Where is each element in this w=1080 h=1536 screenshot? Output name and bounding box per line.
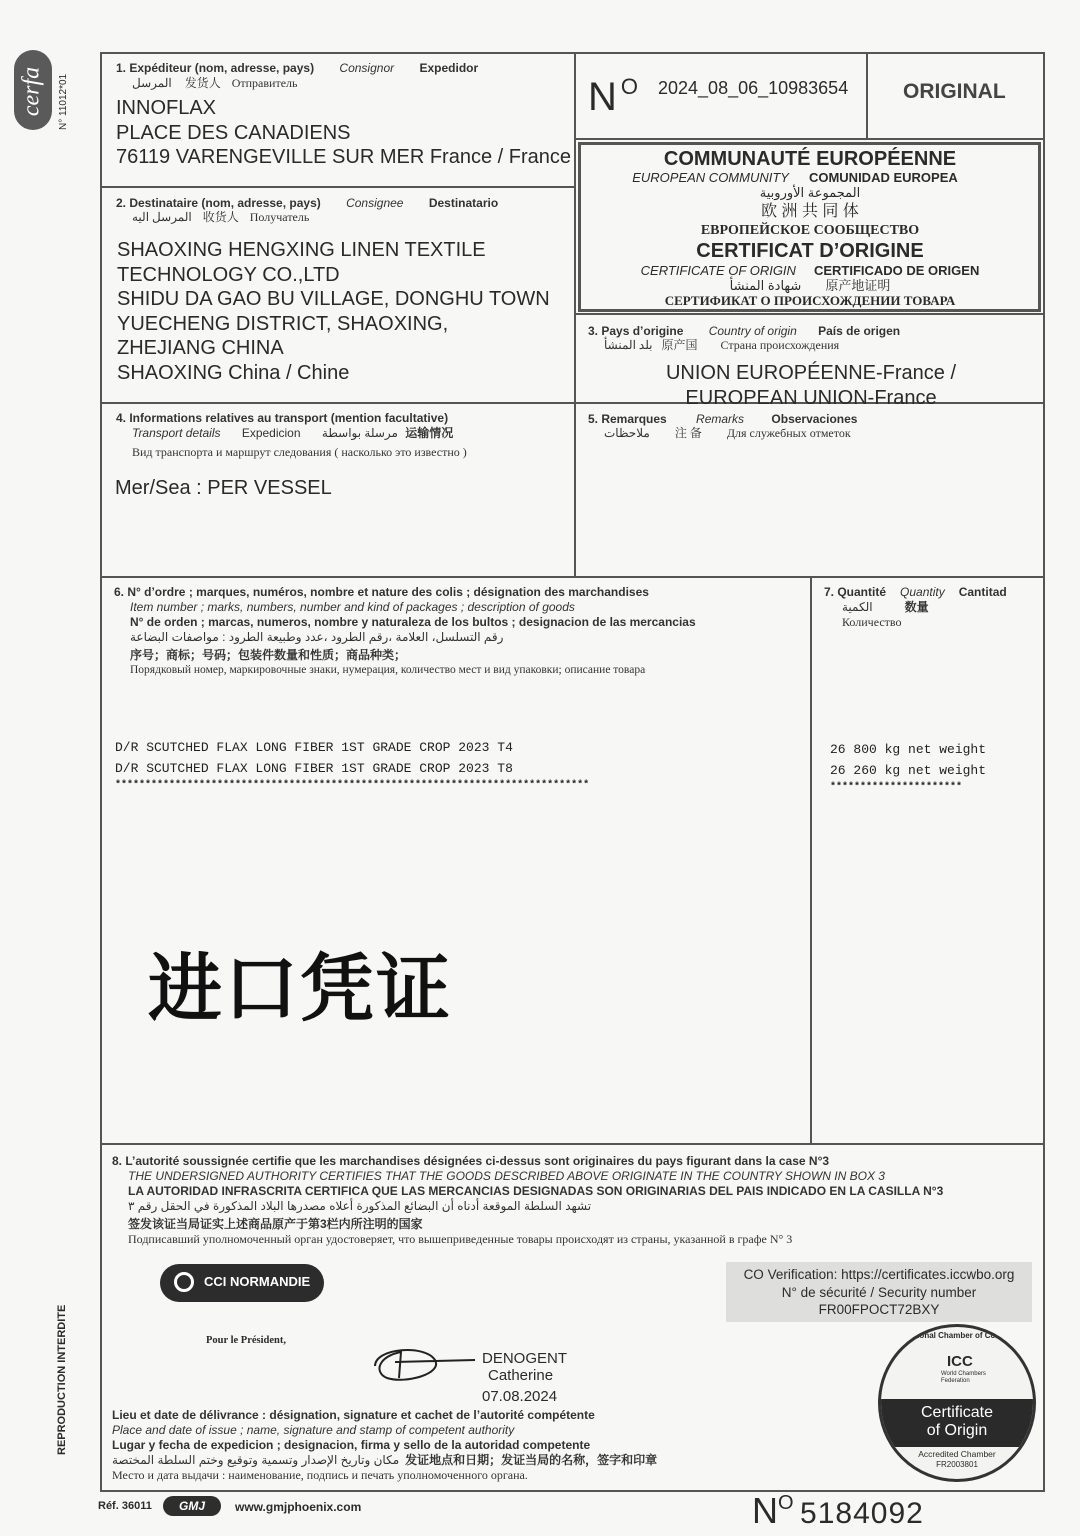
divider <box>100 186 576 188</box>
consignee-line: TECHNOLOGY CO.,LTD <box>117 263 340 286</box>
certificate-number-value: 2024_08_06_10983654 <box>658 78 849 98</box>
box4-label-multilang: Transport details Expedicion مرسلة بواسطة 运输情况 <box>132 426 454 440</box>
place-date-label: Lieu et date de délivrance : désignation, signature et cachet de l’autorité compétente Place and date of issue ; name, signature and stamp of competent authority Lugar y fecha de expedicion ; designacion, firma y sello de la autoridad competente مكان وتاريخ الإصدار وتسمية وتوقيع وختم السلطة المختصة 发证地点和日期；发证当局的名称，签字和印章 Место и дата выдачи : наименование, подпись и печать уполномоченного органа. <box>112 1408 658 1482</box>
quantity-item: 26 800 kg net weight <box>830 742 987 757</box>
gmj-logo: GMJ <box>163 1496 221 1516</box>
consignor-address <box>116 96 574 170</box>
consignee-address <box>117 238 573 385</box>
divider <box>100 576 1044 578</box>
origin-line: EUROPEAN UNION-France <box>685 386 937 409</box>
box3-label-multilang: بلد المنشأ 原产国 Страна происхождения <box>604 338 840 352</box>
box5-label: 5. Remarques Remarks Observaciones <box>588 412 858 426</box>
signature <box>365 1338 485 1388</box>
box5-label-multilang: ملاحظات 注 备 Для служебных отметок <box>604 426 851 440</box>
footer-url: www.gmjphoenix.com <box>235 1500 362 1514</box>
original-label: ORIGINAL <box>903 80 1006 103</box>
goods-item: D/R SCUTCHED FLAX LONG FIBER 1ST GRADE CROP 2023 T4 <box>115 740 513 755</box>
title-block <box>580 148 1040 309</box>
cci-icon <box>174 1272 194 1292</box>
box3-label: 3. Pays d’origine Country of origin País de origen <box>588 324 901 338</box>
box8-certification: 8. L’autorité soussignée certifie que les marchandises désignées ci-dessus sont originaires du pays figurant dans la case N°3 THE UNDERSIGNED AUTHORITY CERTIFIES THAT THE GOODS DESCRIBED ABOVE ORIGINATE IN THE COUNTRY SHOWN IN BOX 3 LA AUTORIDAD INFRASCRITA CERTIFICA QUE LAS MERCANCIAS DESIGNADAS SON ORIGINARIAS DEL PAIS INDICADO EN LA CASILLA N°3 تشهد السلطة الموقعة أدناه أن البضائع المذكورة أعلاه مصدرها البلاد المذكورة في الحقل رقم ٣ 签发该证当局证实上述商品原产于第3栏内所注明的国家 Подписавший уполномоченный орган удостоверяет, что вышеприведенные товары происходят из страны, указанной в графе N° 3 <box>112 1154 944 1246</box>
cert-title-fr: CERTIFICAT D’ORIGINE <box>696 240 924 262</box>
divider <box>866 52 868 140</box>
quantity-stars: ********************** <box>830 782 963 793</box>
seal-code: FR2003801 <box>936 1460 978 1469</box>
divider <box>810 576 812 1144</box>
consignee-line: SHAOXING HENGXING LINEN TEXTILE <box>117 239 486 261</box>
icc-seal <box>878 1324 1036 1482</box>
signatory <box>482 1350 567 1405</box>
security-number-label: N° de sécurité / Security number <box>781 1284 977 1300</box>
pour-le-president: Pour le Président, <box>206 1335 287 1346</box>
seal-ring-text: International Chamber of Commerce <box>887 1331 1027 1340</box>
seal-accredited: Accredited Chamber <box>918 1449 996 1459</box>
cerfa-number: N° 11012*01 <box>58 73 69 130</box>
issue-date: 07.08.2024 <box>482 1388 558 1405</box>
consignee-line: SHIDU DA GAO BU VILLAGE, DONGHU TOWN <box>117 288 550 310</box>
cert-title-ar-zh: شهادة المنشأ 原产地证明 <box>729 278 891 293</box>
goods-item: D/R SCUTCHED FLAX LONG FIBER 1ST GRADE CROP 2023 T8 <box>115 761 513 776</box>
consignee-line: SHAOXING China / Chine <box>117 361 350 384</box>
reproduction-notice: REPRODUCTION INTERDITE <box>56 1304 68 1455</box>
title-en-es: EUROPEAN COMMUNITY COMUNIDAD EUROPEA <box>632 170 958 185</box>
consignor-line: INNOFLAX <box>116 97 217 119</box>
cci-normandie-logo: CCI NORMANDIE <box>160 1264 324 1302</box>
verification-panel <box>726 1262 1032 1322</box>
certificate-number: N $^O$ <box>588 74 639 119</box>
security-number: FR00FPOCT72BXY <box>818 1302 940 1317</box>
signatory-firstname: Catherine <box>488 1367 554 1384</box>
quantity-item: 26 260 kg net weight <box>830 763 987 778</box>
form-serial-number: $N^O$ 5184092 <box>752 1490 924 1531</box>
box7-label: 7. Quantité Quantity Cantitad الكمية 数量 Количество <box>824 585 1007 629</box>
icc-logo: ICC World Chambers Federation <box>941 1353 986 1384</box>
cerfa-logo-text: cerfa <box>18 66 45 117</box>
cerfa-logo <box>14 50 52 130</box>
goods-stars: ******************************************************************************* <box>115 780 590 791</box>
consignor-line: 76119 VARENGEVILLE SUR MER France / France <box>116 146 571 168</box>
box6-label: 6. N° d’ordre ; marques, numéros, nombre et nature des colis ; désignation des marchandises Item number ; marks, numbers, number and kind of packages ; description of goods N° de orden ; marcas, numeros, nombre y naturaleza de los bultos ; designacion de las mercancias رقم التسلسل، العلامة ،رقم الطرود ،عدد وطبيعة الطرود : مواصفات البضاعة 序号；商标；号码；包装件数量和性质；商品种类； Порядковый номер, маркировочные знаки, нумерация, количество мест и вид упаковки; описание товара <box>114 585 696 676</box>
country-of-origin <box>578 361 1044 410</box>
box4-label: 4. Informations relatives au transport (mention facultative) <box>116 411 449 425</box>
import-voucher-watermark: 进口凭证 <box>148 946 452 1032</box>
title-zh: 欧 洲 共 同 体 <box>761 203 859 220</box>
verification-url: CO Verification: https://certificates.iccwbo.org <box>743 1267 1015 1282</box>
signatory-surname: DENOGENT <box>482 1350 568 1367</box>
box1-label: 1. Expéditeur (nom, adresse, pays) Consignor Expedidor <box>116 61 479 75</box>
title-ar: المجموعة الأوروبية <box>759 185 861 200</box>
quantity-list <box>830 739 986 795</box>
consignee-line: YUECHENG DISTRICT, SHAOXING, <box>117 312 449 335</box>
box1-label-multilang: المرسل 发货人 Отправитель <box>132 76 298 90</box>
origin-line: UNION EUROPÉENNE-France / <box>665 362 957 384</box>
consignee-line: ZHEJIANG CHINA <box>117 337 284 359</box>
divider <box>574 138 1044 140</box>
divider <box>574 313 1044 315</box>
title-ru: ЕВРОПЕЙСКОЕ СООБЩЕСТВО <box>700 223 920 238</box>
box2-label-multilang: المرسل اليه 收货人 Получатель <box>132 210 310 224</box>
box4-label-ru: Вид транспорта и маршрут следования ( насколько это известно ) <box>132 445 467 459</box>
goods-list <box>115 737 755 793</box>
seal-band: Certificate of Origin <box>881 1399 1033 1447</box>
consignor-line: PLACE DES CANADIENS <box>116 121 351 144</box>
box2-label: 2. Destinataire (nom, adresse, pays) Consignee Destinatario <box>116 196 499 210</box>
footer-ref: Réf. 36011 <box>98 1500 152 1512</box>
transport-details: Mer/Sea : PER VESSEL <box>115 477 332 499</box>
cert-title-en-es: CERTIFICATE OF ORIGIN CERTIFICADO DE ORIGEN <box>640 263 980 278</box>
cert-title-ru: СЕРТИФИКАТ О ПРОИСХОЖДЕНИИ ТОВАРА <box>664 293 956 308</box>
divider <box>100 1143 1044 1145</box>
title-fr: COMMUNAUTÉ EUROPÉENNE <box>663 148 957 170</box>
